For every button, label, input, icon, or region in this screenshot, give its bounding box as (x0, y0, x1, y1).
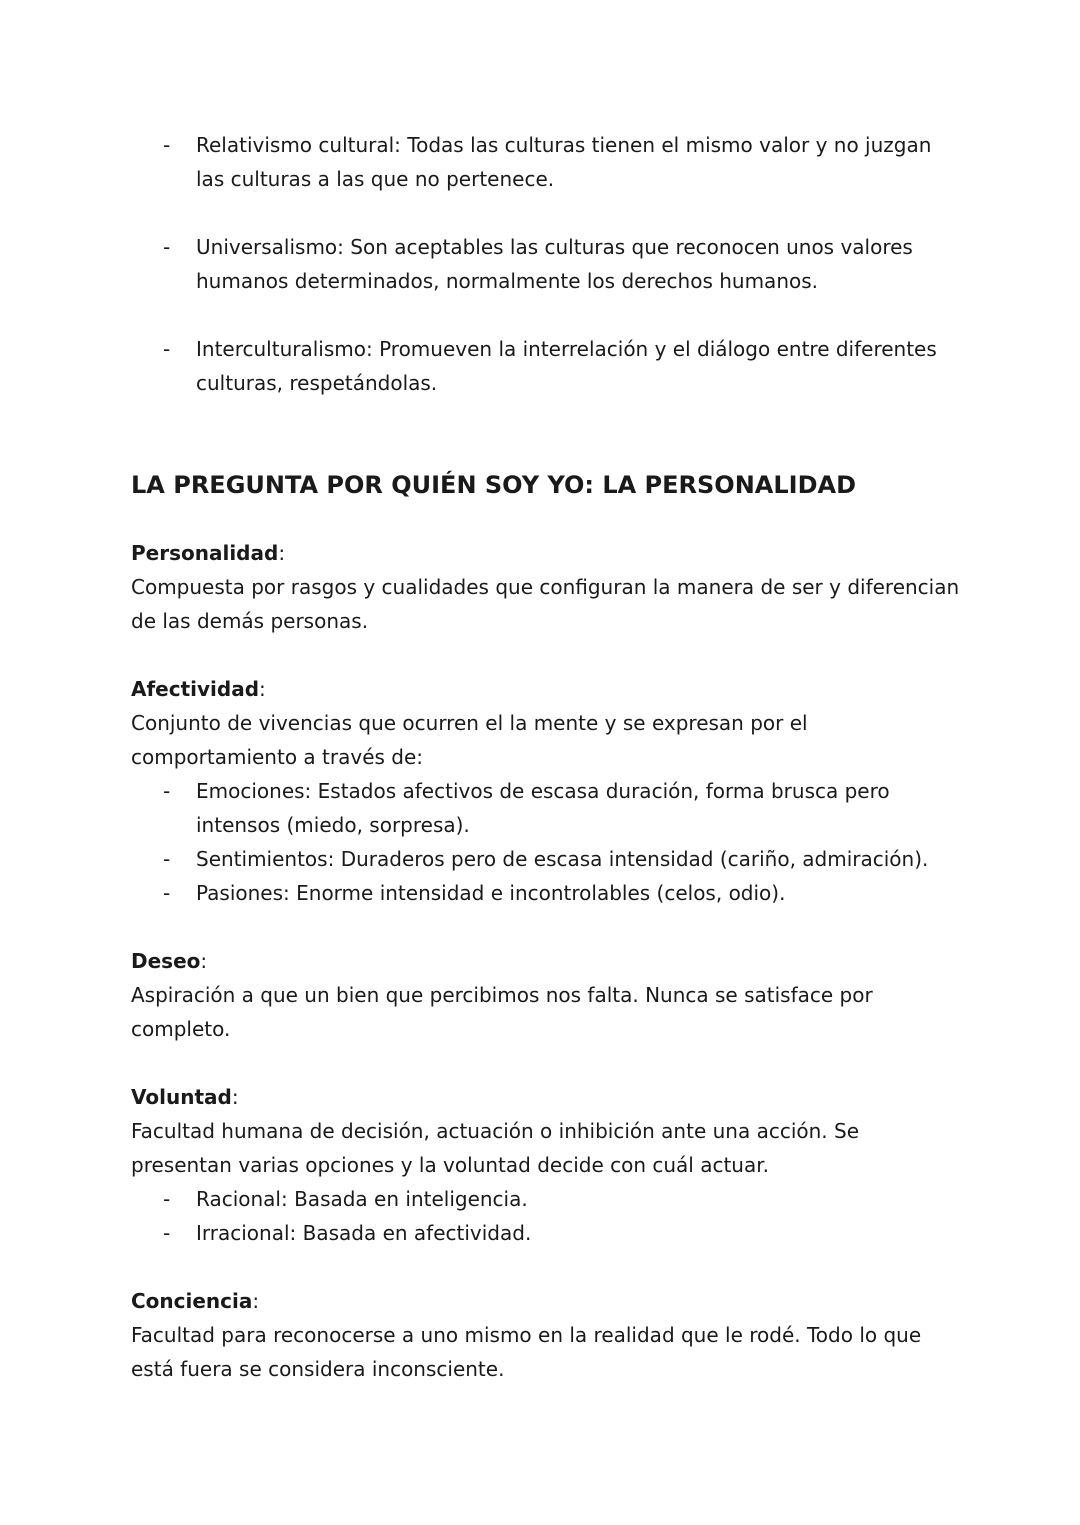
list-item-text: Sentimientos: Duraderos pero de escasa intensidad (cariño, admiración). (196, 847, 929, 871)
bullet-dash: - (163, 847, 171, 871)
list-item-text: Pasiones: Enorme intensidad e incontrolables (celos, odio). (196, 881, 786, 905)
list-item-text: Emociones: Estados afectivos de escasa duración, forma brusca pero intensos (miedo, sorpresa). (196, 779, 890, 837)
definition-text: Facultad humana de decisión, actuación o inhibición ante una acción. Se presentan varias opciones y la voluntad decide con cuál actuar. (131, 1119, 860, 1177)
definition-conciencia (131, 1284, 961, 1386)
list-item (131, 774, 961, 842)
bullet-dash: - (163, 337, 171, 361)
definition-voluntad (131, 1080, 961, 1250)
list-item-text: Racional: Basada en inteligencia. (196, 1187, 528, 1211)
term-line: Deseo: (131, 949, 208, 973)
term-line: Afectividad: (131, 677, 266, 701)
term-label: Personalidad (131, 541, 279, 565)
definition-deseo (131, 944, 961, 1046)
document-page (131, 128, 961, 1386)
definition-text: Compuesta por rasgos y cualidades que configuran la manera de ser y diferencian de las demás personas. (131, 575, 960, 633)
term-line: Personalidad: (131, 541, 286, 565)
list-item (131, 876, 961, 910)
list-item-text: Universalismo: Son aceptables las culturas que reconocen unos valores humanos determinados, normalmente los derechos humanos. (196, 235, 913, 293)
list-item-text: Relativismo cultural: Todas las culturas tienen el mismo valor y no juzgan las culturas a las que no pertenece. (196, 133, 932, 191)
culture-attitudes-list (131, 128, 961, 400)
list-item (131, 842, 961, 876)
section-heading: LA PREGUNTA POR QUIÉN SOY YO: LA PERSONALIDAD (131, 471, 857, 499)
afectividad-list (131, 774, 961, 910)
definition-text: Conjunto de vivencias que ocurren el la mente y se expresan por el comportamiento a través de: (131, 711, 808, 769)
definition-afectividad (131, 672, 961, 910)
list-item (131, 1216, 961, 1250)
list-item (131, 1182, 961, 1216)
term-label: Voluntad (131, 1085, 232, 1109)
definition-text: Facultad para reconocerse a uno mismo en la realidad que le rodé. Todo lo que está fuera se considera inconsciente. (131, 1323, 922, 1381)
definition-personalidad (131, 536, 961, 638)
list-item (131, 332, 961, 400)
list-item (131, 230, 961, 298)
bullet-dash: - (163, 1187, 171, 1211)
bullet-dash: - (163, 881, 171, 905)
term-line: Voluntad: (131, 1085, 239, 1109)
bullet-dash: - (163, 235, 171, 259)
term-label: Conciencia (131, 1289, 253, 1313)
definition-text: Aspiración a que un bien que percibimos nos falta. Nunca se satisface por completo. (131, 983, 873, 1041)
list-item (131, 128, 961, 196)
term-label: Afectividad (131, 677, 260, 701)
list-item-text: Irracional: Basada en afectividad. (196, 1221, 532, 1245)
bullet-dash: - (163, 1221, 171, 1245)
term-line: Conciencia: (131, 1289, 260, 1313)
bullet-dash: - (163, 133, 171, 157)
term-label: Deseo (131, 949, 201, 973)
bullet-dash: - (163, 779, 171, 803)
voluntad-list (131, 1182, 961, 1250)
list-item-text: Interculturalismo: Promueven la interrelación y el diálogo entre diferentes culturas, respetándolas. (196, 337, 937, 395)
